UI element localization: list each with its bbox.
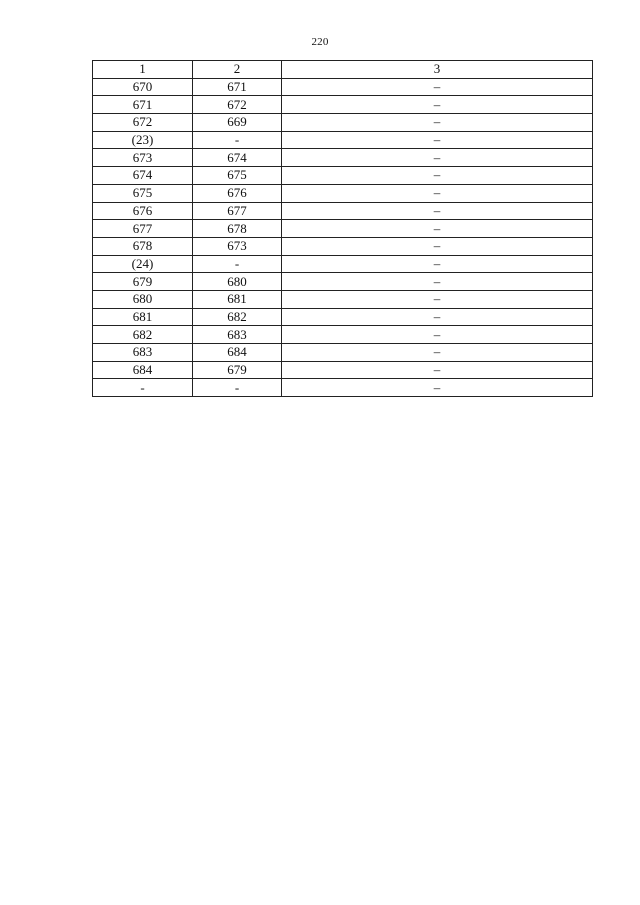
column-header-3: 3 — [282, 61, 593, 79]
table-cell-col-3: – — [282, 255, 593, 273]
table-cell-col-1: 679 — [93, 273, 193, 291]
table-cell-col-2: 678 — [193, 220, 282, 238]
table-cell-col-1: 676 — [93, 202, 193, 220]
page-number: 220 — [311, 36, 329, 48]
table-cell-col-1: 674 — [93, 167, 193, 185]
table-cell-col-1: 682 — [93, 326, 193, 344]
column-header-1: 1 — [93, 61, 193, 79]
table-cell-col-3: – — [282, 149, 593, 167]
table-row — [93, 308, 593, 326]
table-cell-col-1: 681 — [93, 308, 193, 326]
table-cell-col-1: 673 — [93, 149, 193, 167]
table-cell-col-2: 679 — [193, 361, 282, 379]
table-cell-col-2: 676 — [193, 184, 282, 202]
table-row — [93, 290, 593, 308]
table-cell-col-3: – — [282, 361, 593, 379]
table-row — [93, 379, 593, 397]
table-row — [93, 255, 593, 273]
table-row — [93, 131, 593, 149]
table-cell-col-1: 683 — [93, 344, 193, 362]
table-cell-col-1: 680 — [93, 290, 193, 308]
table-cell-col-2: 680 — [193, 273, 282, 291]
table-row — [93, 237, 593, 255]
table-cell-col-3: – — [282, 326, 593, 344]
table-cell-col-3: – — [282, 96, 593, 114]
table-cell-col-2: - — [193, 379, 282, 397]
table-row — [93, 220, 593, 238]
table-cell-col-2: 677 — [193, 202, 282, 220]
table-cell-col-1: 675 — [93, 184, 193, 202]
table-cell-col-3: – — [282, 202, 593, 220]
table-row — [93, 202, 593, 220]
table-cell-col-2: 669 — [193, 114, 282, 132]
table-cell-col-3: – — [282, 220, 593, 238]
table-cell-col-1: (24) — [93, 255, 193, 273]
table-cell-col-3: – — [282, 344, 593, 362]
table-row — [93, 167, 593, 185]
table-cell-col-3: – — [282, 131, 593, 149]
table-row — [93, 344, 593, 362]
table-row — [93, 78, 593, 96]
table-cell-col-1: - — [93, 379, 193, 397]
table-cell-col-2: - — [193, 131, 282, 149]
table-cell-col-3: – — [282, 379, 593, 397]
table-cell-col-2: - — [193, 255, 282, 273]
table-cell-col-2: 681 — [193, 290, 282, 308]
table-cell-col-2: 672 — [193, 96, 282, 114]
table-row — [93, 326, 593, 344]
table-cell-col-3: – — [282, 114, 593, 132]
column-header-2: 2 — [193, 61, 282, 79]
table-row — [93, 96, 593, 114]
table-row — [93, 361, 593, 379]
table-cell-col-3: – — [282, 290, 593, 308]
table-cell-col-2: 671 — [193, 78, 282, 96]
table-cell-col-2: 683 — [193, 326, 282, 344]
table-body — [93, 78, 593, 396]
table-row — [93, 149, 593, 167]
table-cell-col-3: – — [282, 78, 593, 96]
table-header-row — [93, 61, 593, 79]
table-cell-col-1: 672 — [93, 114, 193, 132]
table-cell-col-2: 675 — [193, 167, 282, 185]
data-table — [92, 60, 593, 397]
table-cell-col-3: – — [282, 237, 593, 255]
table-cell-col-2: 684 — [193, 344, 282, 362]
table-cell-col-3: – — [282, 167, 593, 185]
table-row — [93, 114, 593, 132]
table-cell-col-2: 673 — [193, 237, 282, 255]
table-cell-col-1: 678 — [93, 237, 193, 255]
table-cell-col-3: – — [282, 273, 593, 291]
table-cell-col-2: 674 — [193, 149, 282, 167]
table-cell-col-3: – — [282, 308, 593, 326]
table-cell-col-1: 671 — [93, 96, 193, 114]
table-cell-col-2: 682 — [193, 308, 282, 326]
table-cell-col-1: 670 — [93, 78, 193, 96]
table-cell-col-1: 677 — [93, 220, 193, 238]
table-cell-col-3: – — [282, 184, 593, 202]
table-row — [93, 273, 593, 291]
table-cell-col-1: 684 — [93, 361, 193, 379]
table-cell-col-1: (23) — [93, 131, 193, 149]
table-row — [93, 184, 593, 202]
